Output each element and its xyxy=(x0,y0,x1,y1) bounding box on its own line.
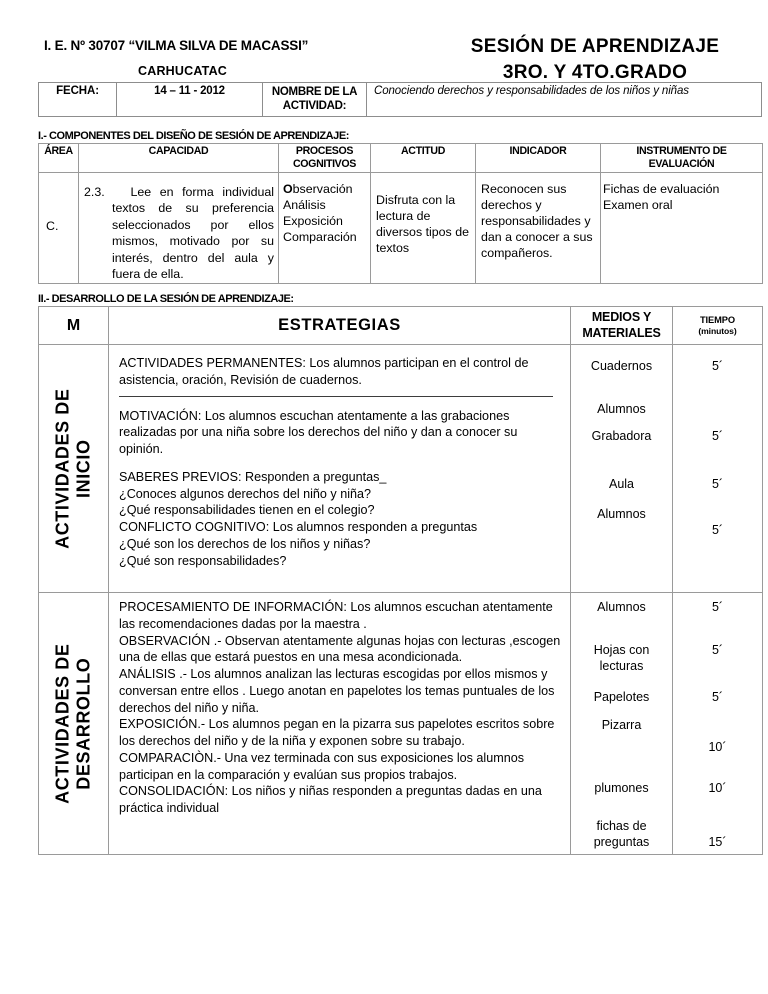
strategy-paragraph: ¿Qué son los derechos de los niños y niñas? xyxy=(119,536,371,551)
time-item: 5´ xyxy=(711,523,724,538)
table-header-row xyxy=(39,144,763,173)
media-item: Papelotes xyxy=(593,690,650,705)
time-item: 5´ xyxy=(711,359,724,374)
table-row-inicio xyxy=(39,345,763,593)
cell-phase-label-inicio xyxy=(39,345,109,593)
col-header-tiempo xyxy=(673,307,763,345)
media-item: Aula xyxy=(608,477,635,492)
capacidad-number: 2.3. xyxy=(84,184,105,199)
phase-label-desarrollo xyxy=(53,644,94,804)
activity-name-label-line2: ACTIVIDAD: xyxy=(282,100,347,113)
cell-instrumento xyxy=(601,172,763,283)
col-header-instrumento xyxy=(601,144,763,173)
time-item: 5´ xyxy=(711,477,724,492)
table-row xyxy=(39,172,763,283)
strategy-paragraph: COMPARACIÒN.- Una vez terminada con sus exposiciones los alumnos participan en la comparación y evalúan sus propios trabajos. xyxy=(119,750,525,782)
phase-label-line1: ACTIVIDADES DE xyxy=(52,388,73,549)
section-2-heading: II.- DESARROLLO DE LA SESIÓN DE APRENDIZAJE: xyxy=(38,293,294,305)
strategy-paragraph: CONSOLIDACIÓN: Los niños y niñas responden a preguntas dadas en una práctica individual xyxy=(119,784,542,816)
media-item: Alumnos xyxy=(597,507,646,522)
strategy-paragraph: MOTIVACIÓN: Los alumnos escuchan atentamente a las grabaciones realizadas por una niña sobre los derechos del niño y dan a conocer su opinión. xyxy=(119,408,518,457)
col-header-medios-line1: MEDIOS Y xyxy=(591,310,652,324)
capacidad-body: Lee en forma individual textos de su preferencia seleccionados por ellos mismos, motivado por su interés, dentro del aula y fuera de ella. xyxy=(112,184,274,282)
media-item: Alumnos xyxy=(597,600,646,615)
proceso-rest: bservación xyxy=(292,181,353,196)
strategy-paragraph: ¿Qué son responsabilidades? xyxy=(119,553,287,568)
media-item: Grabadora xyxy=(591,429,652,444)
media-item: preguntas xyxy=(593,835,650,850)
capacidad-text xyxy=(84,184,274,283)
col-header-procesos-line2: COGNITIVOS xyxy=(292,157,356,170)
cell-procesos-cognitivos xyxy=(279,172,371,283)
col-header-estrategias: ESTRATEGIAS xyxy=(109,307,571,345)
time-item: 5´ xyxy=(711,429,724,444)
time-item: 15´ xyxy=(708,835,727,850)
col-header-medios-line2: MATERIALES xyxy=(582,325,661,340)
cell-indicador: Reconocen sus derechos y responsabilidades y dan a conocer a sus compañeros. xyxy=(476,172,601,283)
col-header-tiempo-line2: (minutos) xyxy=(698,326,737,337)
media-item: Hojas con xyxy=(593,643,650,658)
phase-label-line2: INICIO xyxy=(73,439,94,499)
table-row-desarrollo xyxy=(39,593,763,855)
strategy-paragraph: ¿Conoces algunos derechos del niño y niña? xyxy=(119,486,372,501)
col-header-instrumento-line2: EVALUACIÓN xyxy=(648,157,715,170)
media-item: Pizarra xyxy=(601,718,642,733)
activity-name-value: Conociendo derechos y responsabilidades de los niños y niñas xyxy=(367,83,762,117)
cell-actitud: Disfruta con la lectura de diversos tipos de textos xyxy=(371,172,476,283)
cell-media-inicio xyxy=(571,345,673,593)
spacer xyxy=(119,458,562,469)
proceso-item: Exposición xyxy=(283,214,343,229)
media-item: plumones xyxy=(594,781,649,796)
fecha-value: 14 – 11 - 2012 xyxy=(117,83,263,117)
time-item: 5´ xyxy=(711,690,724,705)
col-header-capacidad: CAPACIDAD xyxy=(79,144,279,173)
activity-name-label-line1: NOMBRE DE LA xyxy=(271,86,358,98)
cell-media-desarrollo xyxy=(571,593,673,855)
cell-time-desarrollo xyxy=(673,593,763,855)
instrumento-item: Fichas de evaluación xyxy=(603,181,720,196)
fecha-label: FECHA: xyxy=(39,83,117,117)
proceso-item xyxy=(283,181,368,197)
title-line-2: 3RO. Y 4TO.GRADO xyxy=(502,62,688,84)
col-header-tiempo-line1: TIEMPO xyxy=(699,315,736,325)
cell-strategies-desarrollo xyxy=(109,593,571,855)
strategy-paragraph: ACTIVIDADES PERMANENTES: Los alumnos participan en el control de asistencia, oración, Revisión de cuadernos. xyxy=(119,356,529,387)
strategy-paragraph: OBSERVACIÓN .- Observan atentamente algunas hojas con lecturas ,escogen una de ellas que estará puestos en una mesa acondicionada. xyxy=(119,633,561,665)
school-location: CARHUCATAC xyxy=(138,64,228,78)
development-table xyxy=(38,306,763,855)
school-name: I. E. Nº 30707 “VILMA SILVA DE MACASSI” xyxy=(44,38,309,53)
media-item: Cuadernos xyxy=(590,359,653,374)
table-row xyxy=(39,83,762,117)
col-header-procesos-line1: PROCESOS xyxy=(295,145,354,157)
media-item: Alumnos xyxy=(597,402,646,417)
col-header-procesos-cognitivos xyxy=(279,144,371,173)
strategy-divider xyxy=(119,396,553,397)
strategy-paragraph: ¿Qué responsabilidades tienen en el colegio? xyxy=(119,503,375,518)
strategy-paragraph: PROCESAMIENTO DE INFORMACIÓN: Los alumnos escuchan atentamente las recomendaciones dadas por la maestra . xyxy=(119,600,553,631)
strategy-paragraph: SABERES PREVIOS: Responden a preguntas_ xyxy=(119,469,387,484)
components-table xyxy=(38,143,763,284)
col-header-indicador: INDICADOR xyxy=(476,144,601,173)
cell-strategies-inicio xyxy=(109,345,571,593)
time-item: 10´ xyxy=(708,740,727,755)
activity-info-table xyxy=(38,82,762,117)
col-header-instrumento-line1: INSTRUMENTO DE xyxy=(636,145,727,157)
instrumento-item: Examen oral xyxy=(603,197,673,212)
time-item: 10´ xyxy=(708,781,727,796)
col-header-area: ÁREA xyxy=(39,144,79,173)
page-title xyxy=(428,34,762,86)
phase-label-line2: DESARROLLO xyxy=(73,657,94,790)
col-header-m: M xyxy=(39,307,109,345)
proceso-initial: O xyxy=(283,181,293,196)
table-header-row xyxy=(39,307,763,345)
strategy-paragraph: EXPOSICIÓN.- Los alumnos pegan en la pizarra sus papelotes escritos sobre los derechos del niño y de la niña y exponen sobre su trabajo. xyxy=(119,717,555,749)
time-item: 5´ xyxy=(711,600,724,615)
media-item: fichas de xyxy=(596,819,647,834)
cell-time-inicio xyxy=(673,345,763,593)
cell-phase-label-desarrollo xyxy=(39,593,109,855)
activity-name-label xyxy=(263,83,367,117)
col-header-medios-materiales xyxy=(571,307,673,345)
title-line-1: SESIÓN DE APRENDIZAJE xyxy=(470,36,720,57)
phase-label-inicio xyxy=(53,389,94,549)
proceso-item: Comparación xyxy=(283,230,357,245)
cell-capacidad xyxy=(79,172,279,283)
col-header-actitud: ACTITUD xyxy=(371,144,476,173)
proceso-item: Análisis xyxy=(283,197,326,212)
strategy-paragraph: ANÁLISIS .- Los alumnos analizan las lecturas escogidas por ellos mismos y conversan entre ellos . Luego anotan en papelotes los temas puntuales de los derechos del niño y niña. xyxy=(119,667,555,715)
time-item: 5´ xyxy=(711,643,724,658)
cell-area: C. xyxy=(39,172,79,283)
section-1-heading: I.- COMPONENTES DEL DISEÑO DE SESIÓN DE APRENDIZAJE: xyxy=(38,130,349,142)
phase-label-line1: ACTIVIDADES DE xyxy=(52,643,73,804)
strategy-paragraph: CONFLICTO COGNITIVO: Los alumnos responden a preguntas xyxy=(119,520,478,535)
media-item: lecturas xyxy=(599,659,644,674)
